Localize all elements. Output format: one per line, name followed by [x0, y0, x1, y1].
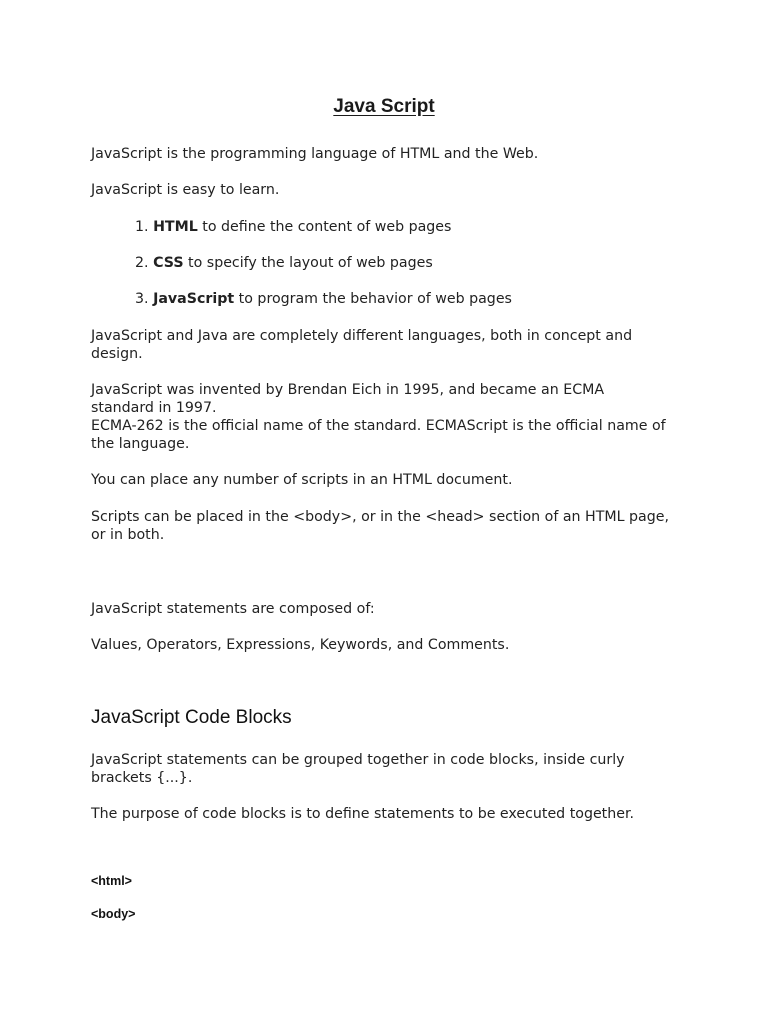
intro-paragraph-1: JavaScript is the programming language of HTML and the Web. — [91, 146, 539, 162]
intro-paragraph-2: JavaScript is easy to learn. — [91, 182, 280, 198]
paragraph-scripts-count: You can place any number of scripts in an HTML document. — [91, 472, 513, 488]
paragraph-java-comparison: JavaScript and Java are completely different languages, both in concept and design. — [91, 328, 633, 362]
list-text: to program the behavior of web pages — [234, 291, 512, 307]
list-item-html — [135, 218, 695, 236]
list-item-javascript — [135, 290, 695, 308]
list-text: to specify the layout of web pages — [183, 255, 433, 271]
list-number: 1. — [135, 219, 149, 235]
list-term: JavaScript — [153, 291, 235, 307]
paragraph-scripts-placement: Scripts can be placed in the <body>, or in the <head> section of an HTML page, or in both. — [91, 509, 669, 543]
code-line-html: <html> — [91, 874, 132, 888]
paragraph-history: JavaScript was invented by Brendan Eich in 1995, and became an ECMA standard in 1997. — [91, 382, 605, 416]
paragraph-ecma: ECMA-262 is the official name of the standard. ECMAScript is the official name of the language. — [91, 418, 666, 452]
list-number: 3. — [135, 291, 149, 307]
list-text: to define the content of web pages — [197, 219, 452, 235]
section-paragraph-2: The purpose of code blocks is to define statements to be executed together. — [91, 806, 635, 822]
list-term: HTML — [153, 219, 198, 235]
list-number: 2. — [135, 255, 149, 271]
list-term: CSS — [153, 255, 184, 271]
paragraph-statements: JavaScript statements are composed of: — [91, 601, 375, 617]
list-item-css — [135, 254, 695, 272]
section-heading: JavaScript Code Blocks — [91, 707, 292, 728]
paragraph-composition: Values, Operators, Expressions, Keywords, and Comments. — [91, 637, 510, 653]
code-line-body: <body> — [91, 907, 136, 921]
section-paragraph-1: JavaScript statements can be grouped together in code blocks, inside curly brackets {...}. — [91, 752, 625, 786]
document-title: Java Script — [333, 96, 435, 117]
